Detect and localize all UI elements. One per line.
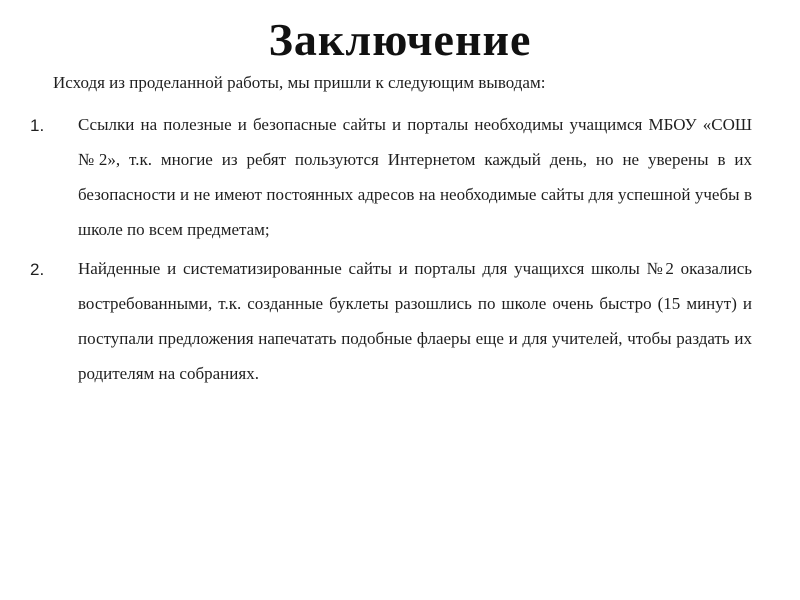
slide-title: Заключение [268,14,532,65]
conclusion-list [30,107,752,395]
intro-text: Исходя из проделанной работы, мы пришли к следующим выводам: [53,73,546,92]
list-item [30,251,752,391]
list-item-text: Ссылки на полезные и безопасные сайты и порталы необходимы учащимся МБОУ «СОШ №2», т.к. многие из ребят пользуются Интернетом каждый день, но не уверены в их безопасности и не имеют постоянных адресов на необходимые сайты для успешной учебы в школе по всем предметам; [78,115,752,239]
list-item [30,107,752,247]
list-item-text: Найденные и систематизированные сайты и порталы для учащихся школы №2 оказались востребованными, т.к. созданные буклеты разошлись по школе очень быстро (15 минут) и поступали предложения напечатать подобные флаеры еще и для учителей, чтобы раздать их родителям на собраниях. [78,259,752,383]
list-item-number: 2. [30,260,45,279]
list-item-number: 1. [30,116,45,135]
